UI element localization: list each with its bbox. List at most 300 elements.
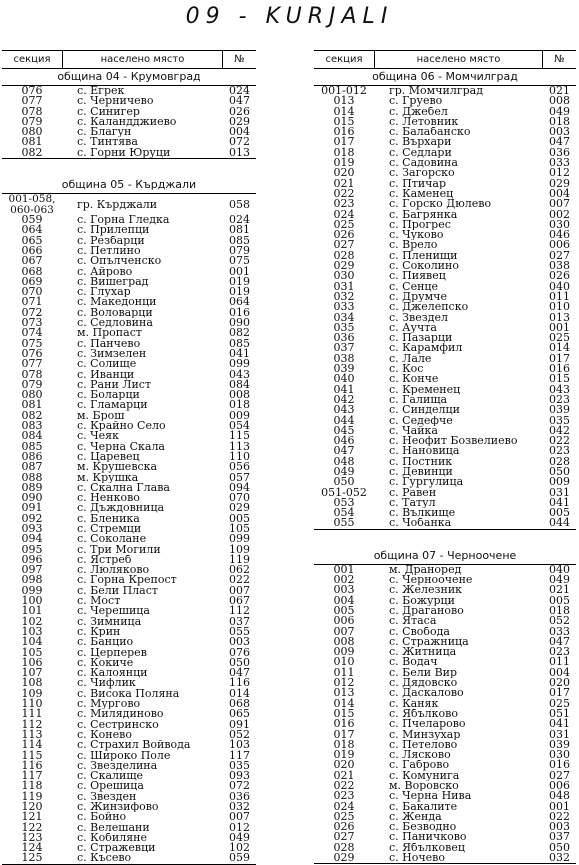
place-number: 008 [549, 94, 570, 108]
section-code: 020 [333, 758, 355, 772]
place-name: с. Мургово [77, 699, 141, 710]
place-number: 103 [229, 738, 250, 752]
section-code: 095 [21, 542, 43, 556]
place-number: 004 [549, 186, 570, 200]
place-name: с. Черна Нива [389, 791, 472, 802]
place-name: с. Мост [77, 596, 121, 607]
place-name: с. Нановица [389, 446, 460, 457]
place-number: 029 [229, 114, 250, 128]
place-name: с. Айрово [77, 266, 133, 277]
section-code: 055 [333, 516, 355, 530]
section-code: 016 [333, 717, 355, 731]
place-name: с. Царевец [77, 451, 140, 463]
section-code: 073 [21, 316, 43, 330]
place-name: с. Девинци [389, 466, 453, 478]
place-name: с. Панчево [77, 338, 141, 349]
section-code: 121 [21, 810, 43, 824]
place-name: с. Пленищи [389, 250, 458, 262]
place-name: с. Летовник [389, 116, 459, 128]
section-code: 031 [333, 279, 355, 293]
place-number: 005 [549, 506, 570, 520]
right-column [314, 50, 576, 864]
place-number: 007 [229, 583, 250, 597]
place-number: 048 [549, 789, 570, 803]
section-code: 090 [21, 491, 43, 505]
place-number: 023 [549, 392, 570, 406]
place-number: 022 [549, 809, 570, 823]
section-code: 013 [333, 94, 355, 108]
place-number: 021 [549, 583, 570, 597]
place-number: 084 [229, 377, 250, 391]
place-number: 018 [549, 114, 570, 128]
section-code: 028 [333, 248, 355, 262]
section-code: 113 [21, 727, 43, 741]
place-name: с. Зимница [77, 616, 142, 627]
place-number: 016 [229, 305, 250, 319]
place-number: 014 [229, 686, 250, 700]
section-code: 082 [21, 408, 43, 422]
section-code: 042 [333, 392, 355, 406]
place-name: с. Петелово [389, 739, 458, 751]
section-code: 022 [333, 779, 355, 792]
section-code: 105 [21, 645, 43, 659]
place-number: 099 [229, 357, 250, 371]
section-gap [2, 159, 256, 177]
place-name: с. Върхари [389, 137, 452, 148]
place-name: с. Даскалово [389, 688, 464, 699]
section-code: 004 [333, 593, 355, 607]
place-name: с. Бленика [77, 513, 140, 524]
place-number: 041 [229, 346, 250, 360]
place-number: 007 [229, 810, 250, 824]
section-code: 088 [21, 470, 43, 484]
table-row [2, 853, 256, 863]
place-name: с. Воловарци [77, 307, 153, 319]
place-number: 052 [229, 727, 250, 741]
place-number: 008 [229, 388, 250, 402]
place-number: 065 [229, 707, 250, 721]
place-number: 001 [549, 799, 570, 813]
place-number: 047 [549, 634, 570, 648]
place-number: 003 [549, 125, 570, 139]
section-code: 001-012 [321, 84, 367, 97]
place-number: 039 [549, 403, 570, 417]
section-code: 020 [333, 166, 355, 180]
place-name: с. Садовина [389, 158, 458, 169]
section-code: 108 [21, 676, 43, 690]
place-number: 022 [549, 434, 570, 448]
place-number: 018 [549, 603, 570, 617]
place-name: с. Синделци [389, 405, 460, 416]
place-number: 049 [549, 104, 570, 118]
place-name: с. Боларци [77, 390, 140, 401]
section-code: 040 [333, 372, 355, 386]
table-row [314, 518, 576, 528]
place-name: с. Дъждовница [77, 503, 165, 514]
place-number: 001 [229, 264, 250, 278]
place-number: 042 [549, 423, 570, 437]
place-number: 059 [229, 851, 250, 865]
section-code: 030 [333, 269, 355, 283]
place-name: с. Врело [389, 240, 438, 251]
place-name: с. Рани Лист [77, 379, 152, 391]
place-number: 016 [549, 362, 570, 376]
section-code: 081 [21, 398, 43, 412]
place-number: 031 [549, 727, 570, 741]
place-number: 091 [229, 717, 250, 731]
section-code: 017 [333, 135, 355, 149]
place-number: 025 [549, 696, 570, 710]
place-name: с. Равен [389, 487, 437, 498]
section-code: 074 [21, 326, 43, 340]
place-name: с. Черноочене [389, 575, 473, 586]
section-code: 107 [21, 666, 43, 680]
place-name: с. Крайно Село [77, 421, 166, 432]
section-code: 080 [21, 125, 43, 139]
section-code: 041 [333, 382, 355, 396]
place-number: 009 [549, 475, 570, 489]
place-name: с. Седефче [389, 415, 453, 426]
place-name: с. Чеяк [77, 431, 119, 442]
section-code: 023 [333, 789, 355, 803]
place-number: 079 [229, 243, 250, 257]
section-code: 022 [333, 186, 355, 200]
place-name: с. Стражевци [77, 843, 156, 854]
place-number: 040 [549, 279, 570, 293]
place-number: 054 [229, 419, 250, 433]
place-number: 041 [549, 717, 570, 731]
section-code: 120 [21, 800, 43, 813]
place-number: 012 [549, 166, 570, 180]
section-code: 035 [333, 320, 355, 334]
section-code: 045 [333, 423, 355, 437]
place-name: с. Пазарци [389, 333, 453, 344]
place-name: с. Стражница [389, 636, 469, 648]
place-number: 028 [549, 454, 570, 468]
section-code: 124 [21, 841, 43, 855]
section-code: 079 [21, 114, 43, 128]
place-number: 112 [229, 604, 250, 618]
section-code: 017 [333, 727, 355, 741]
place-number: 010 [549, 300, 570, 314]
place-name: с. Неофит Бозвелиево [389, 436, 518, 447]
place-number: 023 [549, 645, 570, 659]
section-code: 037 [333, 341, 355, 355]
place-number: 007 [549, 197, 570, 211]
place-number: 040 [549, 562, 570, 576]
section-code: 084 [21, 429, 43, 443]
place-name: с. Стремци [77, 523, 142, 535]
section-code: 103 [21, 624, 43, 638]
place-name: с. Соколино [389, 261, 459, 272]
place-number: 024 [229, 213, 250, 227]
place-number: 036 [229, 789, 250, 803]
place-number: 029 [229, 501, 250, 515]
left-column [2, 50, 256, 865]
place-name: с. Свобода [389, 626, 450, 637]
section-code: 026 [333, 820, 355, 834]
section-code: 019 [333, 156, 355, 170]
section-code: 075 [21, 336, 43, 350]
section-code: 112 [21, 717, 43, 731]
place-name: с. Страхил Войвода [77, 740, 191, 751]
place-number: 072 [229, 779, 250, 793]
section-code: 079 [21, 377, 43, 391]
section-code: 102 [21, 614, 43, 628]
place-name: м. Брош [77, 410, 125, 422]
place-name: с. Калоянци [77, 668, 148, 679]
place-name: с. Петлино [77, 245, 141, 257]
section-code: 025 [333, 217, 355, 231]
place-name: с. Звезделина [77, 760, 158, 772]
section-code: 059 [21, 213, 43, 227]
section-code: 047 [333, 444, 355, 458]
section-code: 019 [333, 748, 355, 762]
place-name: с. Черешица [77, 606, 150, 617]
place-number: 032 [229, 800, 250, 813]
place-number: 047 [549, 135, 570, 149]
section-code: 011 [333, 665, 355, 679]
place-name: с. Груево [389, 96, 443, 107]
place-number: 043 [549, 382, 570, 396]
place-number: 003 [229, 635, 250, 649]
section-code: 069 [21, 274, 43, 288]
section-code: 114 [21, 738, 43, 752]
section-code: 089 [21, 480, 43, 494]
place-number: 085 [229, 336, 250, 350]
place-name: с. Багрянка [389, 209, 458, 220]
place-name: с. Ябълково [389, 708, 458, 720]
section-code: 064 [21, 223, 43, 237]
section-code: 086 [21, 449, 43, 463]
place-name: м. Крушка [77, 472, 139, 483]
section-code: 116 [21, 758, 43, 772]
place-name: гр. Кърджали [77, 198, 158, 212]
place-number: 022 [229, 573, 250, 587]
place-name: с. Джелепско [389, 302, 469, 313]
section-code: 046 [333, 434, 355, 448]
place-number: 064 [229, 295, 250, 309]
section-code: 094 [21, 532, 43, 546]
place-name: с. Кос [389, 364, 424, 375]
place-name: с. Опълченско [77, 256, 162, 267]
place-number: 012 [229, 820, 250, 834]
section-code: 001 [333, 562, 355, 576]
section-code: 110 [21, 697, 43, 711]
place-name: с. Чайка [389, 425, 438, 437]
section-code: 008 [333, 634, 355, 648]
section-code: 078 [21, 367, 43, 381]
section-code: 025 [333, 809, 355, 823]
place-number: 050 [229, 655, 250, 669]
section-code: 002 [333, 573, 355, 587]
header-number: № [222, 51, 256, 68]
section-gap [314, 530, 576, 548]
section-code: 092 [21, 511, 43, 525]
section-code: 021 [333, 176, 355, 190]
section-code: 036 [333, 331, 355, 345]
place-name: гр. Момчилград [389, 86, 483, 97]
section-code: 027 [333, 830, 355, 844]
place-number: 004 [229, 125, 250, 139]
section-code: 003 [333, 583, 355, 597]
place-name: с. Крин [77, 626, 121, 638]
place-name: с. Лясково [389, 750, 451, 761]
section-code: 067 [21, 254, 43, 268]
section-code: 015 [333, 114, 355, 128]
section-code: 070 [21, 285, 43, 299]
place-number: 030 [549, 217, 570, 231]
place-name: с. Вълкище [389, 508, 456, 519]
place-name: с. Ненково [77, 493, 140, 504]
place-number: 027 [549, 768, 570, 782]
section-code: 024 [333, 799, 355, 813]
place-number: 047 [229, 666, 250, 680]
section-code: 077 [21, 94, 43, 108]
place-name: с. Егрек [77, 86, 125, 97]
place-number: 024 [229, 84, 250, 97]
place-name: с. Черничево [77, 96, 154, 107]
place-name: м. Крушевска [77, 462, 158, 473]
place-name: с. Синигер [77, 106, 140, 117]
section-code: 125 [21, 851, 43, 865]
place-name: с. Каландджиево [77, 116, 177, 128]
place-number: 002 [549, 207, 570, 221]
place-name: с. Звездел [389, 312, 448, 323]
place-name: с. Бели Вир [389, 667, 458, 679]
section-code: 043 [333, 403, 355, 417]
header-place: населено място [374, 51, 542, 68]
section-code: 010 [333, 655, 355, 669]
section-code: 038 [333, 351, 355, 365]
place-name: с. Соколане [77, 534, 147, 545]
section-code: 007 [333, 624, 355, 638]
section-code: 005 [333, 603, 355, 617]
table-row [2, 145, 256, 159]
place-name: с. Кобиляне [77, 832, 148, 844]
place-name: с. Кокиче [77, 657, 134, 669]
section-code: 054 [333, 506, 355, 520]
section-code: 029 [333, 259, 355, 273]
section-code: 014 [333, 696, 355, 710]
municipality-title: община 04 - Крумовград [2, 69, 256, 86]
place-number: 050 [549, 464, 570, 478]
place-number: 076 [229, 645, 250, 659]
place-number: 019 [229, 285, 250, 299]
place-name: с. Комунига [389, 770, 460, 781]
section-code: 077 [21, 357, 43, 371]
place-name: с. Драганово [389, 605, 464, 617]
place-name: с. Горско Дюлево [389, 199, 492, 210]
header-section: секция [325, 54, 363, 65]
section-code: 072 [21, 305, 43, 319]
place-name: с. Скалище [77, 771, 144, 782]
section-code: 065 [21, 233, 43, 247]
place-name: с. Прогрес [389, 219, 451, 231]
place-number: 056 [229, 460, 250, 474]
section-code: 096 [21, 552, 43, 566]
section-code: 078 [21, 104, 43, 118]
place-name: с. Горна Крепост [77, 575, 177, 586]
section-code: 016 [333, 125, 355, 139]
place-number: 046 [549, 228, 570, 242]
place-name: с. Прилепци [77, 225, 150, 236]
place-number: 036 [549, 145, 570, 159]
place-number: 011 [549, 655, 570, 669]
section-code: 101 [21, 604, 43, 618]
place-number: 017 [549, 351, 570, 365]
place-number: 113 [229, 439, 250, 453]
place-number: 067 [229, 594, 250, 608]
section-code: 104 [21, 635, 43, 649]
section-code: 009 [333, 645, 355, 659]
section-code: 071 [21, 295, 43, 309]
place-name: с. Конево [77, 729, 132, 741]
place-number: 026 [229, 104, 250, 118]
place-name: с. Дядовско [389, 678, 458, 689]
place-name: с. Солище [77, 359, 137, 370]
header-place: населено място [62, 51, 222, 68]
place-number: 043 [229, 367, 250, 381]
place-name: с. Гламарци [77, 400, 148, 411]
place-name: с. Банцио [77, 637, 134, 648]
place-number: 029 [549, 176, 570, 190]
municipality-rows [314, 562, 576, 865]
place-number: 032 [549, 851, 570, 865]
place-number: 058 [229, 198, 250, 212]
place-name: с. Постник [389, 456, 453, 467]
section-code: 099 [21, 583, 43, 597]
place-name: с. Конче [389, 374, 439, 385]
place-number: 117 [229, 748, 250, 762]
place-name: с. Висока Поляна [77, 688, 180, 700]
section-code: 098 [21, 573, 43, 587]
place-name: с. Иванци [77, 369, 135, 380]
section-code: 097 [21, 563, 43, 577]
section-code: 050 [333, 475, 355, 489]
place-number: 047 [229, 94, 250, 108]
section-code: 027 [333, 238, 355, 252]
place-number: 001 [549, 320, 570, 334]
section-code: 081 [21, 135, 43, 149]
section-code: 066 [21, 243, 43, 257]
section-code: 049 [333, 464, 355, 478]
place-name: с. Балабанско [389, 127, 471, 138]
section-code: 021 [333, 768, 355, 782]
place-name: м. Драноред [389, 564, 462, 576]
place-name: с. Чуково [389, 230, 444, 241]
section-code: 026 [333, 228, 355, 242]
section-code: 082 [21, 145, 43, 159]
place-name: с. Горни Юруци [77, 147, 171, 159]
place-name: с. Галища [389, 394, 448, 406]
place-name: с. Церперев [77, 647, 147, 658]
place-name: с. Ночево [389, 853, 445, 864]
place-number: 082 [229, 326, 250, 340]
section-code: 014 [333, 104, 355, 118]
place-name: с. Орешица [77, 781, 144, 792]
place-number: 033 [549, 624, 570, 638]
place-number: 011 [549, 289, 570, 303]
section-code: 119 [21, 789, 43, 803]
place-number: 035 [229, 758, 250, 772]
municipality-rows [314, 86, 576, 530]
section-code: 053 [333, 495, 355, 509]
place-name: с. Гургулица [389, 477, 464, 488]
place-name: с. Житница [389, 647, 457, 658]
place-name: с. Милядиново [77, 709, 164, 720]
place-name: с. Велешани [77, 822, 150, 833]
